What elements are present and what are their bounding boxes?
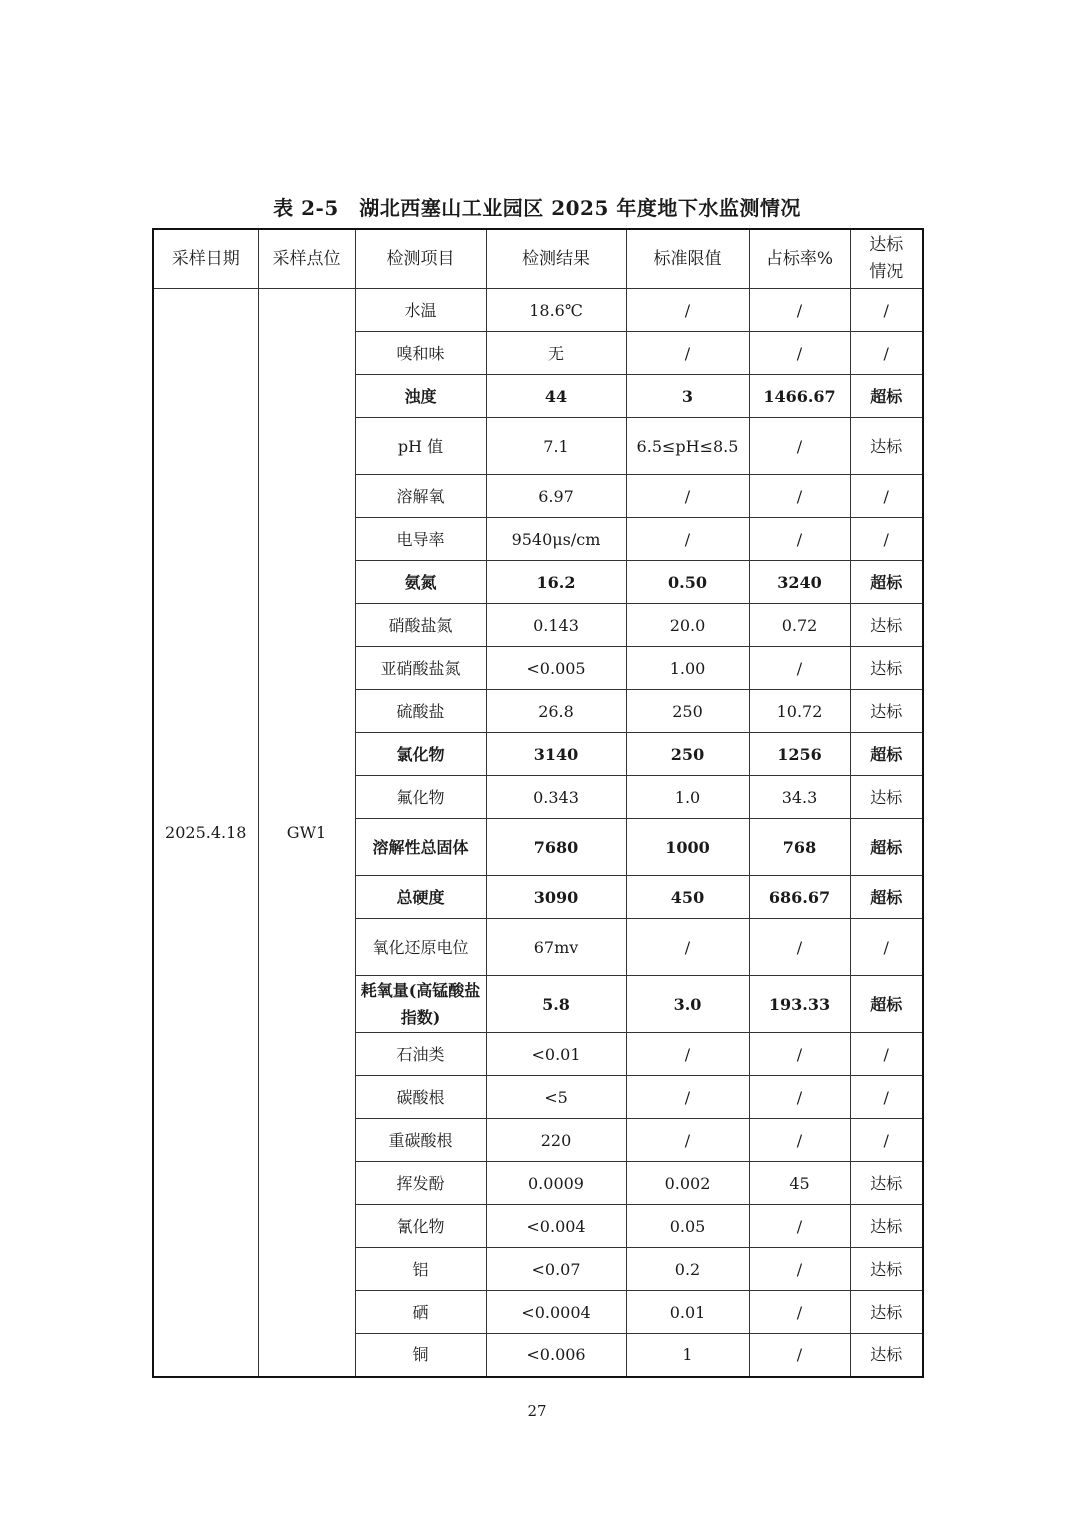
sample-date-cell: 2025.4.18 xyxy=(153,289,258,1377)
limit-cell: / xyxy=(626,518,749,561)
item-cell: 浊度 xyxy=(355,375,486,418)
ratio-cell: / xyxy=(749,1334,850,1377)
status-cell: 达标 xyxy=(850,418,923,475)
limit-cell: / xyxy=(626,332,749,375)
ratio-cell: 0.72 xyxy=(749,604,850,647)
status-cell: 超标 xyxy=(850,733,923,776)
limit-cell: 250 xyxy=(626,690,749,733)
ratio-cell: 3240 xyxy=(749,561,850,604)
result-cell: <0.07 xyxy=(486,1248,626,1291)
item-cell: 挥发酚 xyxy=(355,1162,486,1205)
ratio-cell: / xyxy=(749,647,850,690)
limit-cell: 3.0 xyxy=(626,976,749,1033)
result-cell: <0.005 xyxy=(486,647,626,690)
item-cell: 总硬度 xyxy=(355,876,486,919)
result-cell: 6.97 xyxy=(486,475,626,518)
ratio-cell: / xyxy=(749,919,850,976)
limit-cell: / xyxy=(626,1033,749,1076)
header-sample-point: 采样点位 xyxy=(258,229,355,289)
status-cell: 超标 xyxy=(850,819,923,876)
item-cell: 铝 xyxy=(355,1248,486,1291)
status-cell: 达标 xyxy=(850,647,923,690)
ratio-cell: 1466.67 xyxy=(749,375,850,418)
ratio-cell: / xyxy=(749,1291,850,1334)
ratio-cell: / xyxy=(749,1119,850,1162)
limit-cell: 3 xyxy=(626,375,749,418)
table-row xyxy=(153,289,923,332)
limit-cell: / xyxy=(626,919,749,976)
result-cell: 0.343 xyxy=(486,776,626,819)
limit-cell: 250 xyxy=(626,733,749,776)
table-title: 表 2-5 湖北西塞山工业园区 2025 年度地下水监测情况 xyxy=(273,196,801,220)
item-cell: 硒 xyxy=(355,1291,486,1334)
item-cell: 亚硝酸盐氮 xyxy=(355,647,486,690)
header-test-item: 检测项目 xyxy=(355,229,486,289)
status-cell: 达标 xyxy=(850,776,923,819)
result-cell: <0.0004 xyxy=(486,1291,626,1334)
limit-cell: 1 xyxy=(626,1334,749,1377)
result-cell: <0.004 xyxy=(486,1205,626,1248)
limit-cell: 20.0 xyxy=(626,604,749,647)
result-cell: 5.8 xyxy=(486,976,626,1033)
item-cell: 水温 xyxy=(355,289,486,332)
status-cell: 达标 xyxy=(850,1205,923,1248)
ratio-cell: 45 xyxy=(749,1162,850,1205)
item-cell: 重碳酸根 xyxy=(355,1119,486,1162)
ratio-cell: 193.33 xyxy=(749,976,850,1033)
item-cell: 溶解性总固体 xyxy=(355,819,486,876)
limit-cell: 0.002 xyxy=(626,1162,749,1205)
ratio-cell: 10.72 xyxy=(749,690,850,733)
item-cell: 氯化物 xyxy=(355,733,486,776)
result-cell: 7680 xyxy=(486,819,626,876)
status-cell: 达标 xyxy=(850,1248,923,1291)
status-cell: / xyxy=(850,289,923,332)
result-cell: 67mv xyxy=(486,919,626,976)
ratio-cell: / xyxy=(749,1033,850,1076)
ratio-cell: / xyxy=(749,332,850,375)
result-cell: 220 xyxy=(486,1119,626,1162)
item-cell: 氧化还原电位 xyxy=(355,919,486,976)
result-cell: 16.2 xyxy=(486,561,626,604)
result-cell: 18.6℃ xyxy=(486,289,626,332)
limit-cell: 1000 xyxy=(626,819,749,876)
status-cell: 达标 xyxy=(850,1291,923,1334)
status-cell: / xyxy=(850,1119,923,1162)
sample-point-cell: GW1 xyxy=(258,289,355,1377)
status-cell: 超标 xyxy=(850,375,923,418)
limit-cell: 1.00 xyxy=(626,647,749,690)
item-cell: 耗氧量(高锰酸盐指数) xyxy=(355,976,486,1033)
limit-cell: 6.5≤pH≤8.5 xyxy=(626,418,749,475)
item-cell: 碳酸根 xyxy=(355,1076,486,1119)
header-test-result: 检测结果 xyxy=(486,229,626,289)
item-cell: 电导率 xyxy=(355,518,486,561)
groundwater-monitoring-table xyxy=(152,228,924,1378)
item-cell: 氨氮 xyxy=(355,561,486,604)
item-cell: 氰化物 xyxy=(355,1205,486,1248)
result-cell: 无 xyxy=(486,332,626,375)
status-cell: 达标 xyxy=(850,1334,923,1377)
limit-cell: / xyxy=(626,1119,749,1162)
result-cell: 3090 xyxy=(486,876,626,919)
result-cell: 0.0009 xyxy=(486,1162,626,1205)
item-cell: 嗅和味 xyxy=(355,332,486,375)
limit-cell: 450 xyxy=(626,876,749,919)
ratio-cell: / xyxy=(749,475,850,518)
status-cell: 超标 xyxy=(850,561,923,604)
header-ratio: 占标率% xyxy=(749,229,850,289)
result-cell: 26.8 xyxy=(486,690,626,733)
status-cell: 达标 xyxy=(850,604,923,647)
result-cell: 9540μs/cm xyxy=(486,518,626,561)
ratio-cell: / xyxy=(749,518,850,561)
item-cell: 硝酸盐氮 xyxy=(355,604,486,647)
item-cell: 石油类 xyxy=(355,1033,486,1076)
limit-cell: 0.50 xyxy=(626,561,749,604)
result-cell: 0.143 xyxy=(486,604,626,647)
ratio-cell: / xyxy=(749,418,850,475)
status-cell: / xyxy=(850,1076,923,1119)
header-row xyxy=(153,229,923,289)
limit-cell: 0.2 xyxy=(626,1248,749,1291)
header-standard-limit: 标准限值 xyxy=(626,229,749,289)
status-cell: 超标 xyxy=(850,876,923,919)
ratio-cell: / xyxy=(749,1076,850,1119)
result-cell: <5 xyxy=(486,1076,626,1119)
limit-cell: / xyxy=(626,289,749,332)
status-cell: / xyxy=(850,332,923,375)
result-cell: <0.006 xyxy=(486,1334,626,1377)
status-cell: 超标 xyxy=(850,976,923,1033)
item-cell: pH 值 xyxy=(355,418,486,475)
result-cell: 7.1 xyxy=(486,418,626,475)
item-cell: 氟化物 xyxy=(355,776,486,819)
result-cell: <0.01 xyxy=(486,1033,626,1076)
status-cell: / xyxy=(850,1033,923,1076)
page-number: 27 xyxy=(527,1402,547,1420)
status-cell: 达标 xyxy=(850,1162,923,1205)
limit-cell: 1.0 xyxy=(626,776,749,819)
result-cell: 3140 xyxy=(486,733,626,776)
item-cell: 铜 xyxy=(355,1334,486,1377)
status-cell: / xyxy=(850,919,923,976)
ratio-cell: 1256 xyxy=(749,733,850,776)
ratio-cell: / xyxy=(749,1248,850,1291)
ratio-cell: 768 xyxy=(749,819,850,876)
limit-cell: / xyxy=(626,475,749,518)
status-cell: / xyxy=(850,518,923,561)
ratio-cell: 686.67 xyxy=(749,876,850,919)
item-cell: 硫酸盐 xyxy=(355,690,486,733)
result-cell: 44 xyxy=(486,375,626,418)
status-cell: 达标 xyxy=(850,690,923,733)
ratio-cell: / xyxy=(749,1205,850,1248)
limit-cell: 0.01 xyxy=(626,1291,749,1334)
ratio-cell: / xyxy=(749,289,850,332)
table-body xyxy=(153,289,923,1377)
status-cell: / xyxy=(850,475,923,518)
limit-cell: 0.05 xyxy=(626,1205,749,1248)
item-cell: 溶解氧 xyxy=(355,475,486,518)
header-compliance: 达标情况 xyxy=(850,229,923,289)
ratio-cell: 34.3 xyxy=(749,776,850,819)
header-sample-date: 采样日期 xyxy=(153,229,258,289)
limit-cell: / xyxy=(626,1076,749,1119)
